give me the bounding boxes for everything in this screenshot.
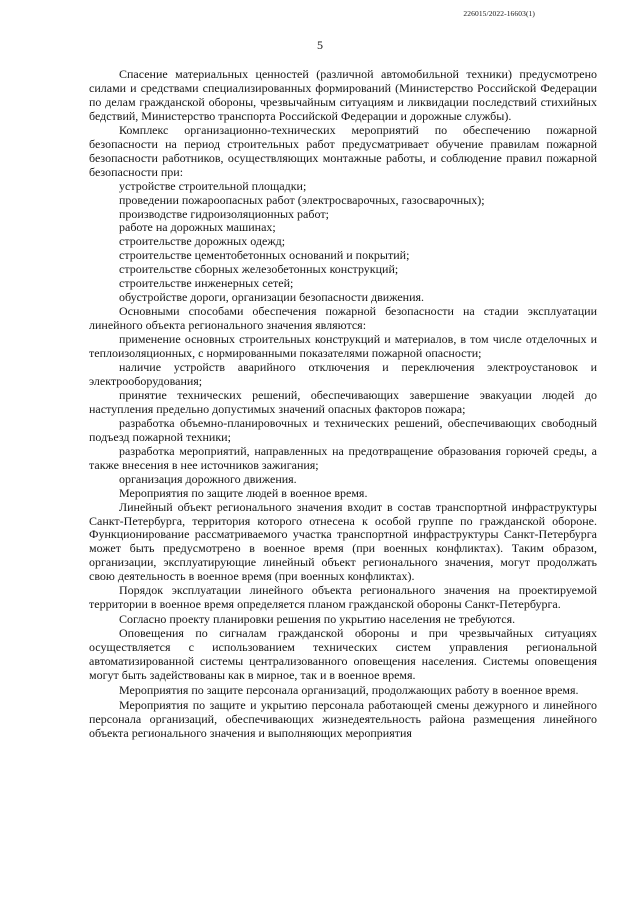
- paragraph: Основными способами обеспечения пожарной безопасности на стадии эксплуатации линейного объекта регионального значения являются:: [89, 304, 597, 333]
- section-heading: Мероприятия по защите людей в военное время.: [119, 485, 368, 500]
- list-item: строительстве сборных железобетонных конструкций;: [119, 262, 399, 277]
- list-item: проведении пожароопасных работ (электросварочных, газосварочных);: [119, 192, 485, 207]
- list-item: устройстве строительной площадки;: [119, 178, 307, 193]
- paragraph: Согласно проекту планировки решения по укрытию населения не требуются.: [119, 612, 516, 627]
- list-item: организация дорожного движения.: [119, 471, 297, 486]
- paragraph: Линейный объект регионального значения входит в состав транспортной инфраструктуры Санкт-Петербурга, территория которого отнесена к особой группе по гражданской обороне. Функционирование рассматриваемого участка транспортной инфраструктуры Санкт-Петербурга может быть предусмотрено в военное время (при военных конфликтах). Таким образом, организации, эксплуатирующие линейный объект регионального значения, могут продолжать свою деятельность в военное время (при военных конфликтах).: [89, 499, 597, 584]
- document-registration-number: 226015/2022-16603(1): [463, 9, 535, 18]
- page-number: 5: [317, 38, 323, 52]
- list-item: строительстве дорожных одежд;: [119, 234, 286, 249]
- list-item: производстве гидроизоляционных работ;: [119, 206, 329, 221]
- paragraph: Оповещения по сигналам гражданской обороны и при чрезвычайных ситуациях осуществляется с использованием технических систем управления региональной автоматизированной системы централизованного оповещения населения. Системы оповещения могут быть задействованы как в мирное, так и в военное время.: [89, 626, 597, 682]
- list-item: разработка объемно-планировочных и технических решений, обеспечивающих свободный подъезд пожарной техники;: [89, 415, 597, 444]
- list-item: принятие технических решений, обеспечивающих завершение эвакуации людей до наступления предельно допустимых значений опасных факторов пожара;: [89, 387, 597, 416]
- list-item: работе на дорожных машинах;: [119, 220, 276, 235]
- paragraph: Комплекс организационно-технических мероприятий по обеспечению пожарной безопасности на период строительных работ предусматривает обучение правилам пожарной безопасности работников, осуществляющих монтажные работы, и соблюдение правил пожарной безопасности при:: [89, 122, 597, 179]
- list-item: строительстве инженерных сетей;: [119, 276, 294, 291]
- list-item: наличие устройств аварийного отключения и переключения электроустановок и электрооборудования;: [89, 360, 597, 388]
- paragraph: Спасение материальных ценностей (различной автомобильной техники) предусмотрено силами и средствами специализированных формирований (Министерство Российской Федерации по делам гражданской обороны, чрезвычайным ситуациям и ликвидации последствий стихийных бедствий, Министерство транспорта Российской Федерации и дорожные службы).: [89, 67, 597, 123]
- list-item: разработка мероприятий, направленных на предотвращение образования горючей среды, а также внесения в нее источников зажигания;: [89, 443, 597, 472]
- list-item: применение основных строительных конструкций и материалов, в том числе отделочных и теплоизоляционных, с нормированными показателями пожарной опасности;: [89, 332, 597, 361]
- paragraph: Порядок эксплуатации линейного объекта регионального значения на проектируемой территории в военное время определяется планом гражданской обороны Санкт-Петербурга.: [89, 583, 597, 612]
- section-heading: Мероприятия по защите персонала организаций, продолжающих работу в военное время.: [119, 682, 579, 697]
- paragraph: Мероприятия по защите и укрытию персонала работающей смены дежурного и линейного персонала организаций, обеспечивающих жизнедеятельность района размещения линейного объекта регионального значения и выполняющих мероприятия: [89, 697, 597, 740]
- list-item: обустройстве дороги, организации безопасности движения.: [119, 290, 425, 305]
- list-item: строительстве цементобетонных оснований и покрытий;: [119, 248, 410, 263]
- document-body: [89, 68, 597, 741]
